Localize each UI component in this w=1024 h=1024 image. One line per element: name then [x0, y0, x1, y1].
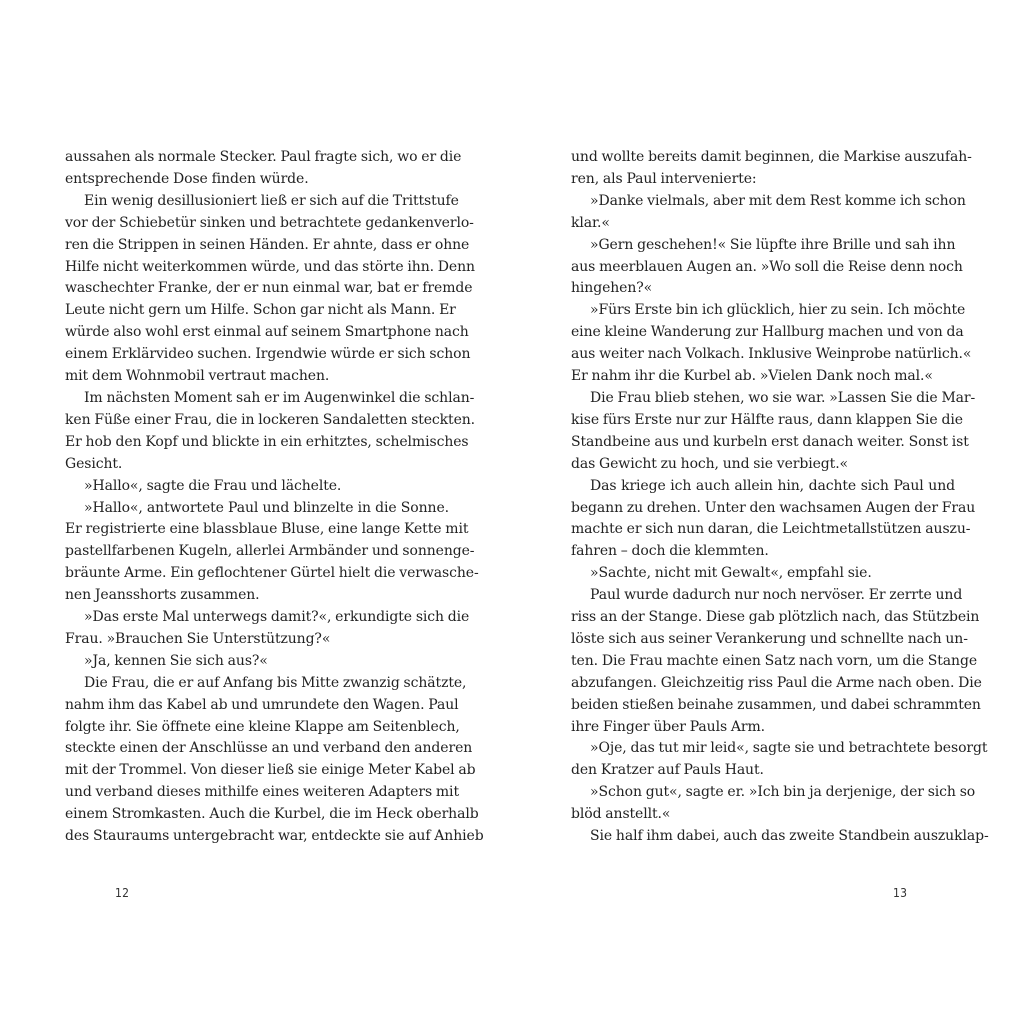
- right-page-number: 13: [893, 886, 908, 900]
- text-line: beiden stießen beinahe zusammen, und dabei schrammten: [571, 696, 981, 713]
- text-line: »Oje, das tut mir leid«, sagte sie und betrachtete besorgt: [590, 740, 988, 757]
- text-line: Paul wurde dadurch nur noch nervöser. Er zerrte und: [590, 587, 963, 604]
- text-line: »Hallo«, sagte die Frau und lächelte.: [84, 477, 342, 494]
- text-line: ken Füße einer Frau, die in lockeren Sandaletten steckten.: [65, 411, 476, 428]
- text-line: aus weiter nach Volkach. Inklusive Weinprobe natürlich.«: [571, 346, 972, 363]
- text-line: »Danke vielmals, aber mit dem Rest komme ich schon: [590, 192, 966, 209]
- text-line: eine kleine Wanderung zur Hallburg machen und von da: [571, 324, 964, 341]
- text-line: pastellfarbenen Kugeln, allerlei Armbänder und sonnenge-: [65, 543, 475, 560]
- left-page-text: [65, 147, 484, 848]
- text-line: würde also wohl erst einmal auf seinem Smartphone nach: [65, 324, 469, 341]
- right-page-text: [571, 147, 989, 848]
- paragraph: [571, 782, 976, 826]
- text-line: nen Jeansshorts zusammen.: [65, 587, 260, 604]
- text-line: des Stauraums untergebracht war, entdeckte sie auf Anhieb: [65, 828, 484, 845]
- text-line: mit der Trommel. Von dieser ließ sie einige Meter Kabel ab: [65, 762, 476, 779]
- text-line: Im nächsten Moment sah er im Augenwinkel die schlan-: [84, 389, 475, 406]
- paragraph: [65, 388, 476, 476]
- text-line: machte er sich nun daran, die Leichtmetallstützen auszu-: [571, 521, 971, 538]
- text-line: hingehen?«: [571, 280, 653, 297]
- text-line: einem Erklärvideo suchen. Irgendwie würde er sich schon: [65, 346, 471, 363]
- paragraph: [65, 498, 479, 608]
- paragraph: [571, 300, 972, 388]
- paragraph: [571, 826, 989, 848]
- text-line: nahm ihm das Kabel ab und umrundete den Wagen. Paul: [65, 696, 459, 713]
- text-line: ren die Strippen in seinen Händen. Er ahnte, dass er ohne: [65, 236, 470, 253]
- paragraph: [571, 738, 988, 782]
- paragraph: [65, 191, 475, 388]
- text-line: ihre Finger über Pauls Arm.: [571, 718, 766, 735]
- text-line: blöd anstellt.«: [571, 806, 671, 823]
- paragraph: [571, 388, 976, 476]
- text-line: »Ja, kennen Sie sich aus?«: [84, 652, 268, 669]
- text-line: entsprechende Dose finden würde.: [65, 170, 309, 187]
- text-line: folgte ihr. Sie öffnete eine kleine Klappe am Seitenblech,: [65, 718, 460, 735]
- text-line: »Sachte, nicht mit Gewalt«, empfahl sie.: [590, 565, 872, 582]
- text-line: löste sich aus seiner Verankerung und schnellte nach un-: [571, 630, 968, 647]
- text-line: bräunte Arme. Ein geflochtener Gürtel hielt die verwasche-: [65, 565, 479, 582]
- paragraph: [65, 651, 449, 673]
- text-line: einem Stromkasten. Auch die Kurbel, die im Heck oberhalb: [65, 806, 479, 823]
- text-line: aus meerblauen Augen an. »Wo soll die Reise denn noch: [571, 258, 963, 275]
- paragraph: [571, 585, 982, 738]
- paragraph: [571, 235, 963, 301]
- left-page-number: 12: [115, 886, 130, 900]
- text-line: riss an der Stange. Diese gab plötzlich nach, das Stützbein: [571, 609, 980, 626]
- text-line: Die Frau, die er auf Anfang bis Mitte zwanzig schätzte,: [84, 674, 467, 691]
- text-line: aussahen als normale Stecker. Paul fragte sich, wo er die: [65, 149, 462, 165]
- paragraph: [571, 476, 976, 564]
- text-line: steckte einen der Anschlüsse an und verband den anderen: [65, 740, 473, 757]
- text-line: Die Frau blieb stehen, wo sie war. »Lassen Sie die Mar-: [590, 389, 976, 406]
- text-line: Ein wenig desillusioniert ließ er sich auf die Trittstufe: [84, 192, 459, 209]
- text-line: Leute nicht gern um Hilfe. Schon gar nicht als Mann. Er: [65, 302, 456, 319]
- text-line: Gesicht.: [65, 455, 123, 472]
- text-line: vor der Schiebetür sinken und betrachtete gedankenverlo-: [65, 214, 474, 231]
- paragraph: [65, 607, 470, 651]
- text-line: »Hallo«, antwortete Paul und blinzelte in die Sonne.: [84, 499, 449, 516]
- text-line: »Das erste Mal unterwegs damit?«, erkundigte sich die: [84, 609, 470, 626]
- text-line: das Gewicht zu hoch, und sie verbiegt.«: [571, 455, 849, 472]
- text-line: begann zu drehen. Unter den wachsamen Augen der Frau: [571, 499, 976, 516]
- text-line: ren, als Paul intervenierte:: [571, 170, 757, 187]
- paragraph: [571, 563, 955, 585]
- text-line: Er hob den Kopf und blickte in ein erhitztes, schelmisches: [65, 433, 469, 450]
- text-line: Er nahm ihr die Kurbel ab. »Vielen Dank noch mal.«: [571, 368, 933, 385]
- text-line: mit dem Wohnmobil vertraut machen.: [65, 368, 330, 385]
- text-line: »Fürs Erste bin ich glücklich, hier zu sein. Ich möchte: [590, 302, 966, 319]
- text-line: Standbeine aus und kurbeln erst danach weiter. Sonst ist: [571, 433, 969, 450]
- paragraph: [65, 673, 484, 848]
- text-line: waschechter Franke, der er nun einmal war, bat er fremde: [65, 280, 473, 297]
- paragraph: [571, 191, 966, 235]
- paragraph: [571, 147, 972, 191]
- text-line: und wollte bereits damit beginnen, die Markise auszufah-: [571, 149, 972, 165]
- text-line: »Schon gut«, sagte er. »Ich bin ja derjenige, der sich so: [590, 784, 976, 801]
- text-line: und verband dieses mithilfe eines weiteren Adapters mit: [65, 784, 459, 801]
- text-line: Hilfe nicht weiterkommen würde, und das störte ihn. Denn: [65, 258, 475, 275]
- text-line: ten. Die Frau machte einen Satz nach vorn, um die Stange: [571, 652, 978, 669]
- text-line: Das kriege ich auch allein hin, dachte sich Paul und: [590, 477, 955, 494]
- text-line: »Gern geschehen!« Sie lüpfte ihre Brille und sah ihn: [590, 236, 956, 253]
- text-line: klar.«: [571, 214, 610, 231]
- text-line: abzufangen. Gleichzeitig riss Paul die Arme nach oben. Die: [571, 674, 982, 691]
- paragraph: [65, 476, 449, 498]
- text-line: Frau. »Brauchen Sie Unterstützung?«: [65, 630, 331, 647]
- text-line: Er registrierte eine blassblaue Bluse, eine lange Kette mit: [65, 521, 469, 538]
- text-line: den Kratzer auf Pauls Haut.: [571, 762, 764, 779]
- text-line: Sie half ihm dabei, auch das zweite Standbein auszuklap-: [590, 828, 989, 845]
- paragraph: [65, 147, 462, 191]
- text-line: fahren – doch die klemmten.: [571, 543, 769, 560]
- text-line: kise fürs Erste nur zur Hälfte raus, dann klappen Sie die: [571, 411, 963, 428]
